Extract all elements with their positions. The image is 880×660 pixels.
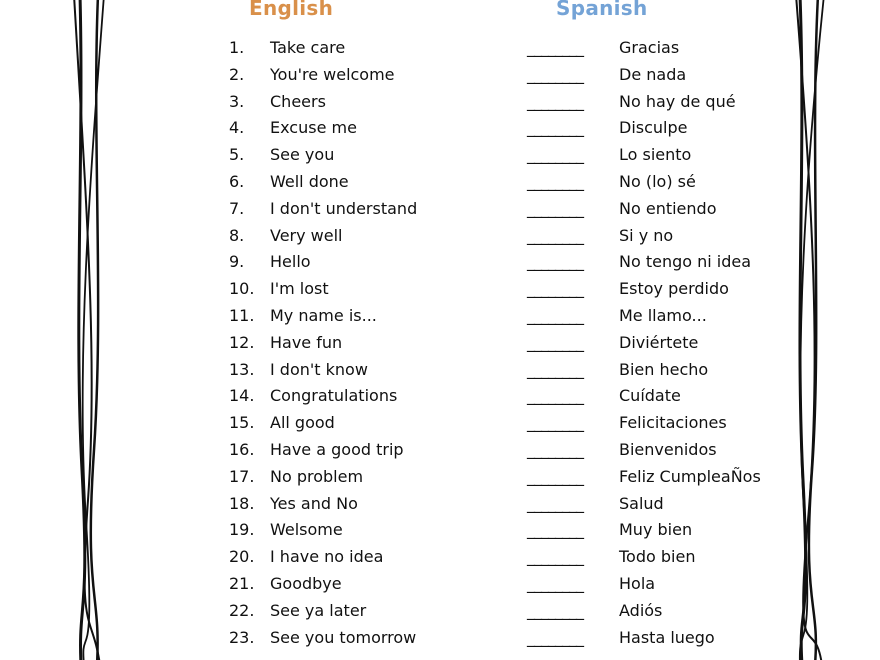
answer-blank[interactable]: ________ xyxy=(527,118,583,138)
item-number: 9. xyxy=(229,252,245,272)
spanish-phrase: De nada xyxy=(619,64,687,84)
matching-row xyxy=(0,61,880,88)
answer-blank[interactable]: ________ xyxy=(527,574,583,593)
english-phrase: You're welcome xyxy=(270,64,395,84)
answer-blank[interactable]: ________ xyxy=(527,520,583,540)
spanish-phrase: Salud xyxy=(619,493,664,513)
answer-blank[interactable]: ________ xyxy=(527,332,583,352)
matching-row xyxy=(0,490,880,517)
spanish-phrase: Hasta luego xyxy=(619,627,715,647)
item-number: 15. xyxy=(229,413,255,433)
english-phrase: Take care xyxy=(270,38,346,57)
answer-blank[interactable]: ________ xyxy=(527,64,583,84)
english-phrase: See you xyxy=(270,145,335,165)
spanish-phrase: Bienvenidos xyxy=(619,440,717,459)
english-column-heading: English xyxy=(249,0,334,20)
matching-row xyxy=(0,195,880,222)
spanish-phrase: Adiós xyxy=(619,600,663,620)
matching-row xyxy=(0,168,880,195)
answer-blank[interactable]: ________ xyxy=(527,547,583,567)
spanish-phrase: Hola xyxy=(619,574,656,593)
answer-blank[interactable]: ________ xyxy=(527,172,583,191)
spanish-phrase: No hay de qué xyxy=(619,91,736,111)
english-phrase: Yes and No xyxy=(270,493,358,513)
answer-blank[interactable]: ________ xyxy=(527,198,583,218)
item-number: 22. xyxy=(229,600,255,620)
spanish-phrase: Me llamo... xyxy=(619,306,707,325)
english-phrase: Congratulations xyxy=(270,386,398,406)
spanish-phrase: Si y no xyxy=(619,225,674,245)
item-number: 10. xyxy=(229,279,255,299)
english-phrase: I have no idea xyxy=(270,547,384,567)
english-phrase: I don't understand xyxy=(270,198,418,218)
answer-blank[interactable]: ________ xyxy=(527,466,583,486)
item-number: 13. xyxy=(229,359,255,379)
matching-row xyxy=(0,436,880,463)
matching-row xyxy=(0,248,880,275)
spanish-phrase: Cuídate xyxy=(619,386,681,406)
spanish-phrase: Estoy perdido xyxy=(619,279,729,299)
answer-blank[interactable]: ________ xyxy=(527,145,583,165)
answer-blank[interactable]: ________ xyxy=(527,627,583,647)
answer-blank[interactable]: ________ xyxy=(527,386,583,406)
english-phrase: I'm lost xyxy=(270,279,329,299)
spanish-phrase: Feliz CumpleaÑos xyxy=(619,466,761,486)
matching-row xyxy=(0,570,880,597)
item-number: 12. xyxy=(229,332,255,352)
item-number: 4. xyxy=(229,118,245,138)
english-phrase: Cheers xyxy=(270,91,326,111)
item-number: 23. xyxy=(229,627,255,647)
english-phrase: See ya later xyxy=(270,600,367,620)
item-number: 1. xyxy=(229,38,245,57)
matching-row xyxy=(0,624,880,651)
spanish-phrase: No entiendo xyxy=(619,198,717,218)
english-phrase: Well done xyxy=(270,172,349,191)
item-number: 17. xyxy=(229,466,255,486)
matching-row xyxy=(0,463,880,490)
spanish-phrase: Bien hecho xyxy=(619,359,709,379)
english-phrase: All good xyxy=(270,413,335,433)
matching-row xyxy=(0,302,880,329)
spanish-phrase: Todo bien xyxy=(619,547,696,567)
answer-blank[interactable]: ________ xyxy=(527,493,583,513)
english-phrase: My name is... xyxy=(270,306,377,325)
spanish-phrase: Muy bien xyxy=(619,520,693,540)
matching-row xyxy=(0,88,880,115)
english-phrase: Hello xyxy=(270,252,311,272)
spanish-phrase: Gracias xyxy=(619,38,680,57)
matching-row xyxy=(0,141,880,168)
item-number: 14. xyxy=(229,386,255,406)
item-number: 20. xyxy=(229,547,255,567)
spanish-phrase: No tengo ni idea xyxy=(619,252,752,272)
item-number: 19. xyxy=(229,520,255,540)
english-phrase: See you tomorrow xyxy=(270,627,417,647)
matching-row xyxy=(0,356,880,383)
answer-blank[interactable]: ________ xyxy=(527,252,583,272)
matching-row xyxy=(0,275,880,302)
item-number: 16. xyxy=(229,440,255,459)
answer-blank[interactable]: ________ xyxy=(527,225,583,245)
item-number: 7. xyxy=(229,198,245,218)
item-number: 2. xyxy=(229,64,245,84)
answer-blank[interactable]: ________ xyxy=(527,359,583,379)
spanish-phrase: No (lo) sé xyxy=(619,172,696,191)
item-number: 11. xyxy=(229,306,255,325)
spanish-phrase: Disculpe xyxy=(619,118,688,138)
english-phrase: Welsome xyxy=(270,520,343,540)
answer-blank[interactable]: ________ xyxy=(527,600,583,620)
matching-row xyxy=(0,34,880,61)
item-number: 3. xyxy=(229,91,245,111)
matching-row xyxy=(0,222,880,249)
matching-row xyxy=(0,329,880,356)
spanish-phrase: Felicitaciones xyxy=(619,413,727,433)
item-number: 6. xyxy=(229,172,245,191)
matching-row xyxy=(0,597,880,624)
item-number: 5. xyxy=(229,145,245,165)
spanish-phrase: Lo siento xyxy=(619,145,692,165)
answer-blank[interactable]: ________ xyxy=(527,91,583,111)
matching-row xyxy=(0,409,880,436)
answer-blank[interactable]: ________ xyxy=(527,413,583,433)
answer-blank[interactable]: ________ xyxy=(527,279,583,299)
item-number: 8. xyxy=(229,225,245,245)
answer-blank[interactable]: ________ xyxy=(527,306,583,325)
item-number: 18. xyxy=(229,493,255,513)
english-phrase: Have a good trip xyxy=(270,440,404,459)
english-phrase: Excuse me xyxy=(270,118,357,138)
english-phrase: No problem xyxy=(270,466,364,486)
matching-row xyxy=(0,382,880,409)
english-phrase: Goodbye xyxy=(270,574,342,593)
answer-blank[interactable]: ________ xyxy=(527,440,583,459)
matching-row xyxy=(0,516,880,543)
matching-row xyxy=(0,114,880,141)
answer-blank[interactable]: ________ xyxy=(527,38,583,57)
spanish-column-heading: Spanish xyxy=(556,0,648,20)
english-phrase: Have fun xyxy=(270,332,343,352)
matching-row xyxy=(0,543,880,570)
english-phrase: Very well xyxy=(270,225,343,245)
english-phrase: I don't know xyxy=(270,359,368,379)
spanish-phrase: Diviértete xyxy=(619,332,699,352)
item-number: 21. xyxy=(229,574,255,593)
